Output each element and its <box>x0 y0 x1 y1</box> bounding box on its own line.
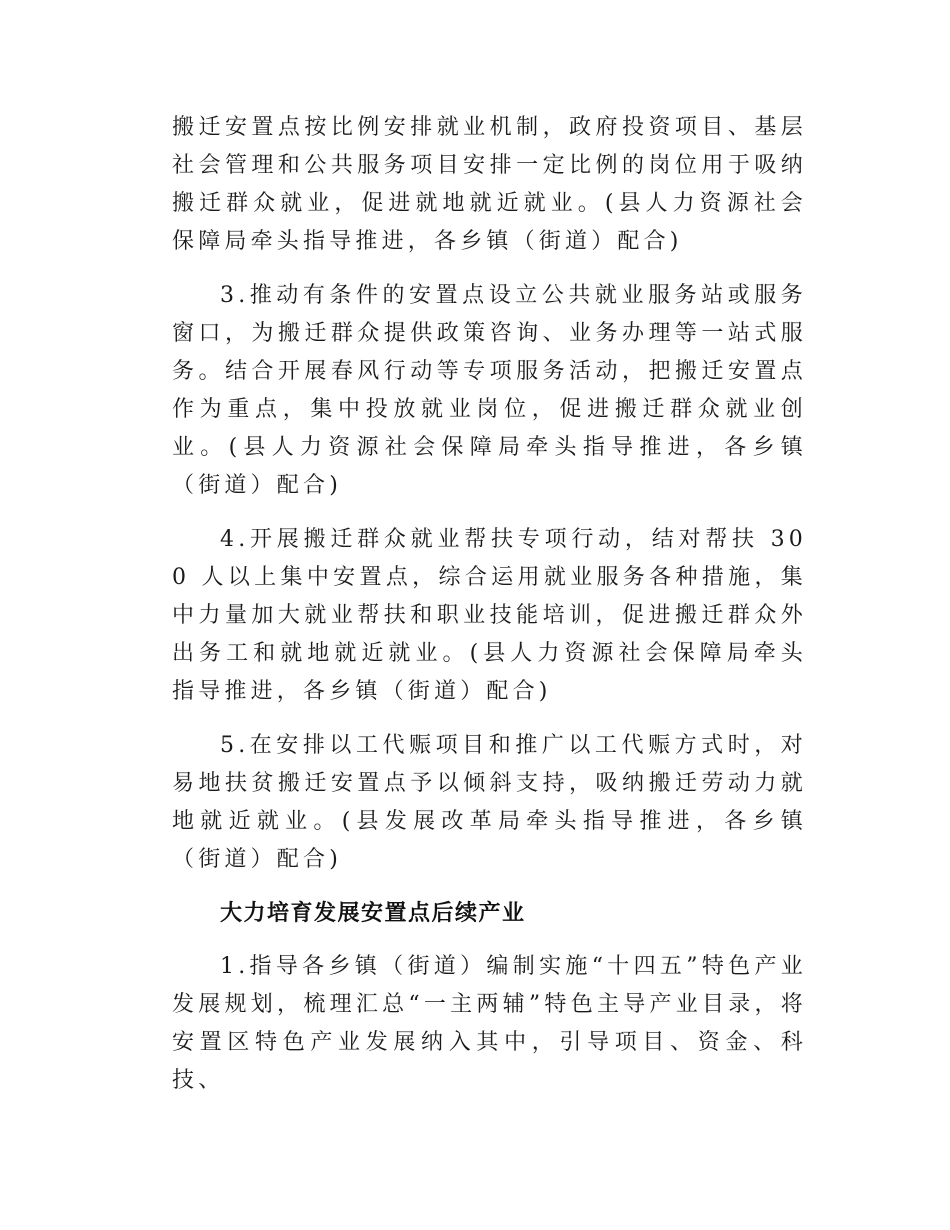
paragraph-item-3: 3.推动有条件的安置点设立公共就业服务站或服务窗口，为搬迁群众提供政策咨询、业务办理等一站式服务。结合开展春风行动等专项服务活动，把搬迁安置点作为重点，集中投放就业岗位，促进搬迁群众就业创业。(县人力资源社会保障局牵头指导推进，各乡镇（街道）配合) <box>172 283 807 498</box>
document-body <box>172 109 807 1116</box>
paragraph-item-5: 5.在安排以工代赈项目和推广以工代赈方式时，对易地扶贫搬迁安置点予以倾斜支持，吸纳搬迁劳动力就地就近就业。(县发展改革局牵头指导推进，各乡镇（街道）配合) <box>172 733 807 872</box>
section-heading: 大力培育发展安置点后续产业 <box>220 901 526 926</box>
paragraph-employment-mechanism: 搬迁安置点按比例安排就业机制，政府投资项目、基层社会管理和公共服务项目安排一定比例的岗位用于吸纳搬迁群众就业，促进就地就近就业。(县人力资源社会保障局牵头指导推进，各乡镇（街道）配合) <box>172 115 807 254</box>
paragraph-item-4: 4.开展搬迁群众就业帮扶专项行动，结对帮扶 300 人以上集中安置点，综合运用就业服务各种措施，集中力量加大就业帮扶和职业技能培训，促进搬迁群众外出务工和就地就近就业。(县人力资源社会保障局牵头指导推进，各乡镇（街道）配合) <box>172 527 807 704</box>
paragraph-industry-item-1: 1.指导各乡镇（街道）编制实施“十四五”特色产业发展规划，梳理汇总“一主两辅”特色主导产业目录，将安置区特色产业发展纳入其中，引导项目、资金、科技、 <box>172 954 807 1093</box>
